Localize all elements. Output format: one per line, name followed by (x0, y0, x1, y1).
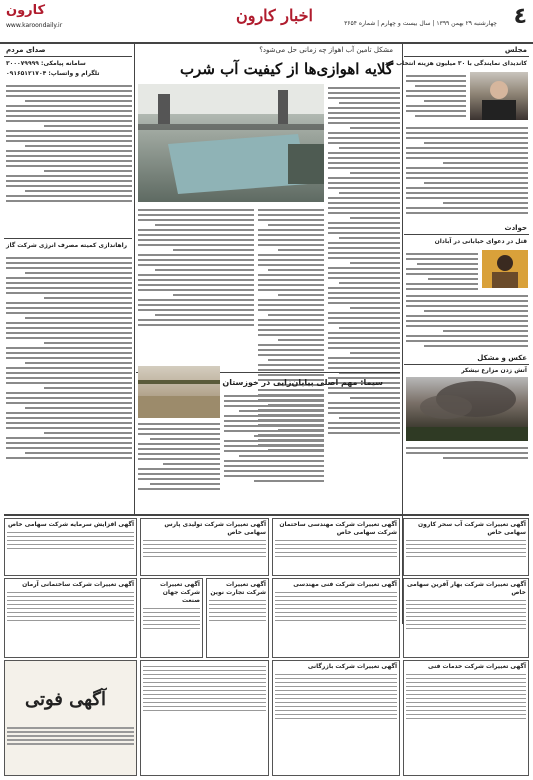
ad-title: آگهی تغییرات شرکت فنی مهندسی (293, 581, 397, 588)
ad-title: آگهی تغییرات شرکت بازرگانی (307, 663, 397, 670)
legal-ad (403, 518, 529, 576)
divider (4, 56, 132, 57)
issue-info: چهارشنبه ۲۹ بهمن ۱۳۹۹ | سال بیست و چهارم | شماره ۳۶۵۴ (344, 20, 497, 27)
section-label-photo: عکس و مشکل (477, 354, 527, 362)
website-url: www.karoondaily.ir (6, 22, 63, 29)
obituary-ad (140, 660, 269, 776)
legal-ad (4, 518, 137, 576)
news-body (6, 254, 132, 510)
suspect-image (482, 250, 528, 288)
divider (404, 364, 529, 365)
divider (404, 56, 529, 57)
portrait-photo (470, 72, 528, 120)
water-plant-image (138, 84, 324, 202)
portrait-image (470, 72, 528, 120)
news-body (406, 124, 528, 222)
whatsapp-number: تلگرام و واتساپ: ۰۹۱۶۵۱۲۱۷۰۴ (6, 70, 100, 77)
section-label-incidents: حوادث (504, 224, 527, 232)
photo-caption (406, 444, 528, 474)
photo-caption-title: آتش زدن مزارع نیشکر (461, 367, 527, 374)
sms-number: سامانه پیامکی: ۳۰۰۰۷۹۹۹۹ (6, 60, 86, 67)
news-body (406, 250, 478, 290)
article-body (224, 392, 324, 506)
legal-ad (272, 578, 400, 658)
legal-ad (272, 518, 400, 576)
article-body (328, 84, 400, 504)
news-body (406, 292, 528, 352)
ad-title: آگهی افزایش سرمایه شرکت سهامی خاص (7, 521, 134, 528)
divider (404, 234, 529, 235)
desert-image (138, 366, 220, 418)
ad-title: آگهی تغییرات شرکت خدمات فنی (428, 663, 526, 670)
obituary-ad-box (4, 660, 137, 776)
ad-title: آگهی تغییرات شرکت ساختمانی آرمان (22, 581, 134, 588)
ads-divider (4, 514, 529, 516)
article-body (138, 206, 254, 356)
smoke-image (406, 377, 528, 441)
article-body (138, 420, 220, 506)
news-title: کاندیدای نمایندگی با ۳۰ میلیون هزینه انتخاب شد (384, 60, 527, 67)
column-divider (134, 44, 135, 514)
reader-messages (6, 82, 132, 232)
news-body (406, 72, 466, 120)
sub-headline: سیما: مهم اصلی بیابان‌زایی در خوزستان (222, 378, 383, 387)
news-title: راهاندازی کمیته مصرف انرژی شرکت گاز (6, 242, 128, 249)
ad-title: آگهی تغییرات شرکت آب سحر کارون سهامی خاص (418, 521, 526, 536)
main-headline: گلایه اهوازی‌ها از کیفیت آب شرب (179, 60, 393, 78)
section-label-voice: صدای مردم (6, 46, 46, 54)
divider (4, 238, 132, 239)
newspaper-logo: کارون (6, 3, 46, 18)
headline-kicker: مشکل تامین آب اهواز چه زمانی حل می‌شود؟ (259, 46, 393, 54)
suspect-photo (482, 250, 528, 288)
legal-ad (403, 578, 529, 658)
desert-photo (138, 366, 220, 418)
legal-ad (403, 660, 529, 776)
legal-ad (272, 660, 400, 776)
fire-photo (406, 377, 528, 441)
ad-title: آگهی تغییرات شرکت تولیدی پارس سهامی خاص (164, 521, 266, 536)
ad-title: آگهی تغییرات شرکت جهان صنعت (159, 581, 200, 604)
legal-ad (140, 578, 203, 658)
obituary-title: آگهی فوتی (24, 689, 106, 710)
masthead (0, 0, 533, 44)
legal-ad (140, 518, 269, 576)
ad-title: آگهی تغییرات شرکت تجارت نوین (210, 581, 266, 596)
water-plant-photo (138, 84, 324, 202)
ad-title: آگهی تغییرات شرکت بهار آفرین سهامی خاص (406, 581, 526, 596)
news-title: قتل در دعوای خیابانی در آبادان (434, 238, 527, 245)
ad-title: آگهی تغییرات شرکت مهندسی ساختمان شرکت سهامی خاص (279, 521, 397, 536)
legal-ad (206, 578, 269, 658)
legal-ad (4, 578, 137, 658)
page-number: ٤ (513, 4, 527, 29)
section-label-parliament: مجلس (504, 46, 527, 54)
page-section-title: اخبار کارون (235, 6, 313, 25)
